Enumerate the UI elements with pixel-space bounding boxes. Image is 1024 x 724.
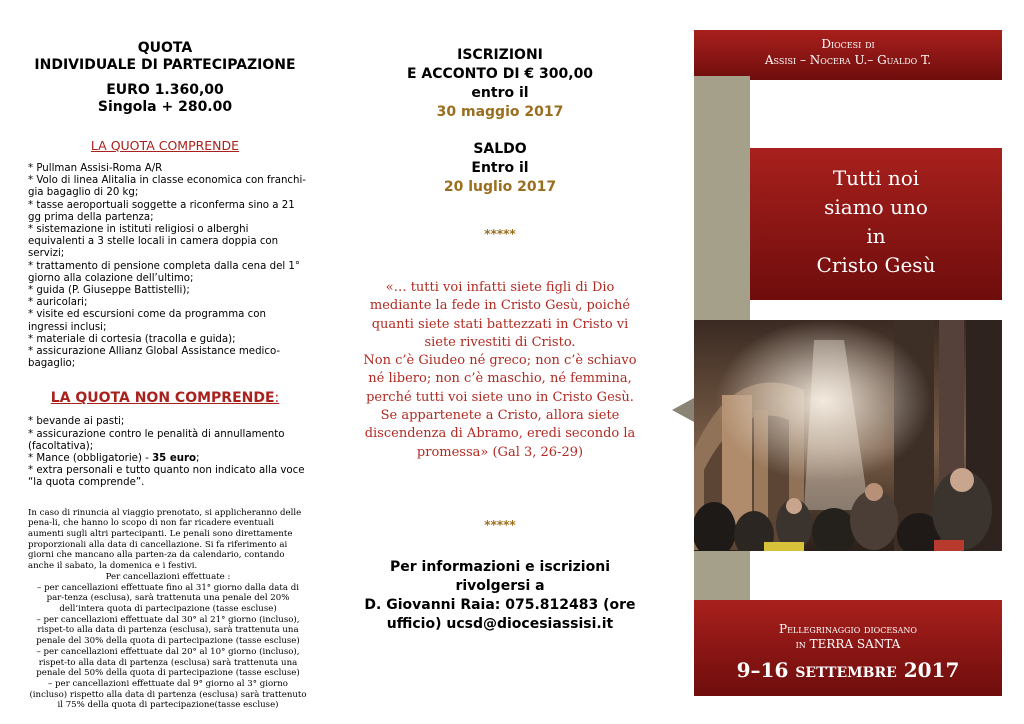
registration-block: ISCRIZIONI E ACCONTO DI € 300,00 entro il 30 maggio 2017 <box>360 46 640 122</box>
balance-date: 20 luglio 2017 <box>443 179 557 195</box>
list-item: * visite ed escursioni come da programma con ingressi inclusi; <box>28 309 266 333</box>
list-item: * materiale di cortesia (tracolla e guida); <box>28 333 236 345</box>
pointer-arrow <box>672 398 694 422</box>
excludes-title: LA QUOTA NON COMPRENDE: <box>50 390 280 407</box>
list-item: * tasse aeroportuali soggette a riconferma sino a 21 gg prima della partenza; <box>28 199 295 223</box>
separator-stars: ***** <box>484 227 516 241</box>
list-item: * assicurazione contro le penalità di annullamento (facoltativa); <box>28 428 285 452</box>
excludes-list <box>22 416 308 489</box>
column-cost <box>22 0 308 711</box>
column-registration <box>360 0 640 634</box>
cancellation-policy: In caso di rinuncia al viaggio prenotato, si applicheranno delle pena-li, che hanno lo scopo di non far ricadere eventuali aumenti sugli altri partecipanti. Le penali sono direttamente proporzionali alla data di cancellazione. Si fa riferimento ai giorni che mancano alla parten-za da calendario, contando anche il sabato, la domenica e i festivi. Per cancellazioni effettuate : – per cancellazioni effettuate fino al 31° giorno dalla data di par-tenza (esclusa), sarà trattenuta una penale del 20% dell’intera quota di partecipazione (tasse escluse) – per cancellazioni effettuate dal 30° al 21° giorno (incluso), rispet-to alla data di partenza (esclusa), sarà trattenuta una penale del 30% della quota di partecipazione (tasse escluse) – per cancellazioni effettuate dal 20° al 10° giorno (incluso), rispet-to alla data di partenza (esclusa) sarà trattenuta una penale del 50% della quota di partecipazione (tasse escluse) – per cancellazioni effettuate dal 9° giorno al 3° giorno (incluso) rispetto alla data di partenza (esclusa) sarà trattenuto il 75% della quota di partecipazione(tasse escluse) <box>28 507 307 711</box>
list-item: * Mance (obbligatorie) - 35 euro; <box>28 453 200 465</box>
deposit-date: 30 maggio 2017 <box>436 104 564 120</box>
church-photo <box>694 320 1002 551</box>
price-single: Singola + 280.00 <box>97 99 233 115</box>
balance-block: SALDO Entro il 20 luglio 2017 <box>360 140 640 197</box>
diocese-header: Diocesi di Assisi – Nocera U.– Gualdo T. <box>694 30 1002 80</box>
list-item: * guida (P. Giuseppe Battistelli); <box>28 285 190 297</box>
bible-quote: «… tutti voi infatti siete figli di Dio mediante la fede in Cristo Gesù, poiché quanti siete stati battezzati in Cristo vi siete rivestiti di Cristo. Non c’è Giudeo né greco; non c’è schiavo né libero; non c’è maschio, né femmina, perché tutti voi siete uno in Cristo Gesù. Se appartenete a Cristo, allora siete discendenza di Abramo, eredi secondo la promessa» (Gal 3, 26-29) <box>363 280 637 460</box>
contact-info: Per informazioni e iscrizioni rivolgersi a D. Giovanni Raia: 075.812483 (ore ufficio) ucsd@diocesiassisi.it <box>364 558 636 632</box>
quota-title: QUOTA INDIVIDUALE DI PARTECIPAZIONE <box>34 40 296 73</box>
price-euro: EURO 1.360,00 <box>106 82 224 98</box>
includes-list <box>22 163 308 370</box>
list-item: * Pullman Assisi-Roma A/R <box>28 163 163 174</box>
list-item: * auricolari; <box>28 297 88 309</box>
pilgrimage-date: 9–16 settembre 2017 <box>736 658 960 682</box>
church-interior-image <box>694 320 1002 551</box>
list-item: * sistemazione in istituti religiosi o alberghi equivalenti a 3 stelle locali in camera doppia con servizi; <box>28 224 279 260</box>
list-item: * extra personali e tutto quanto non indicato alla voce “la quota comprende”. <box>28 465 305 489</box>
list-item: * assicurazione Allianz Global Assistance medico-bagaglio; <box>28 346 281 370</box>
list-item: * Volo di linea Alitalia in classe economica con franchi-gia bagaglio di 20 kg; <box>28 175 306 199</box>
separator-stars: ***** <box>484 517 516 532</box>
cover-title: Tutti noi siamo uno in Cristo Gesù <box>750 148 1002 300</box>
quota-price <box>22 82 308 116</box>
pilgrimage-banner: Pellegrinaggio diocesano in TERRA SANTA 9–16 settembre 2017 <box>694 600 1002 696</box>
list-item: * trattamento di pensione completa dalla cena del 1° giorno alla colazione dell’ultimo; <box>28 260 300 284</box>
list-item: * bevande ai pasti; <box>28 416 125 428</box>
includes-title: LA QUOTA COMPRENDE <box>90 138 240 153</box>
